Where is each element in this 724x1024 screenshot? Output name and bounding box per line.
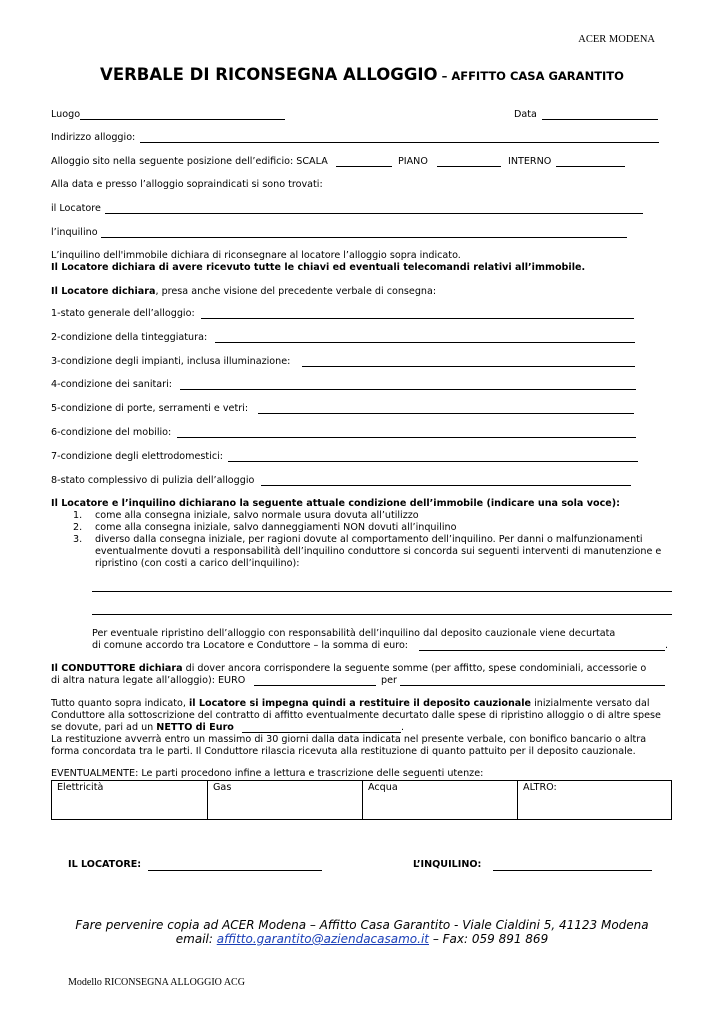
piano-field[interactable]	[437, 166, 501, 167]
inquilino-signature-field[interactable]	[493, 870, 652, 871]
condition-field-8[interactable]	[261, 485, 631, 486]
inquilino-signature-label: L’INQUILINO:	[413, 859, 482, 870]
footer-email-link[interactable]: affitto.garantito@aziendacasamo.it	[216, 932, 429, 946]
inquilino-field[interactable]	[101, 237, 627, 238]
utility-cell-elettricita[interactable]	[52, 781, 208, 820]
intervention-field-1[interactable]	[92, 591, 672, 592]
deposit-line-1: Per eventuale ripristino dell’alloggio con responsabilità dell’inquilino dal deposito cauzionale viene decurtata	[92, 628, 616, 639]
option-3-text-line-1: diverso dalla consegna iniziale, per ragioni dovute al comportamento dell’inquilino. Per danni o malfunzionamenti	[95, 534, 643, 545]
restitution-post: inizialmente versato dal	[531, 698, 650, 709]
locatore-field[interactable]	[105, 213, 643, 214]
condition-label-3: 3-condizione degli impianti, inclusa illuminazione:	[51, 356, 291, 367]
option-3-text-line-2: eventualmente dovuti a responsabilità dell’inquilino conduttore si concorda sui seguenti interventi di manutenzione e	[95, 546, 662, 557]
restitution-pre: Tutto quanto sopra indicato,	[51, 698, 189, 709]
data-field[interactable]	[542, 119, 658, 120]
restitution-line-2: Conduttore alla sottoscrizione del contratto di affitto eventualmente decurtato dalle spese di ripristino alloggio o di altre spese	[51, 710, 661, 721]
declaration-line-2: Il Locatore dichiara di avere ricevuto tutte le chiavi ed eventuali telecomandi relativi all’immobile.	[51, 262, 586, 273]
condition-field-6[interactable]	[177, 437, 636, 438]
indirizzo-field[interactable]	[140, 142, 659, 143]
utility-label-elettricita: Elettricità	[57, 782, 104, 793]
option-1-number: 1.	[73, 510, 83, 521]
condition-field-1[interactable]	[201, 318, 634, 319]
indirizzo-label: Indirizzo alloggio:	[51, 132, 136, 143]
option-1-text: come alla consegna iniziale, salvo normale usura dovuta all’utilizzo	[95, 510, 419, 521]
restitution-line-5: forma concordata tra le parti. Il Conduttore rilascia ricevuta alla restituzione di quanto pattuito per il deposito cauzionale.	[51, 746, 636, 757]
condition-field-5[interactable]	[258, 413, 634, 414]
condition-field-2[interactable]	[215, 342, 635, 343]
restitution-line-3	[51, 722, 234, 734]
condition-label-8: 8-stato complessivo di pulizia dell’alloggio	[51, 475, 255, 486]
intervention-field-2[interactable]	[92, 614, 672, 615]
restitution-line-3-end: .	[401, 722, 405, 733]
deposit-line-2: di comune accordo tra Locatore e Conduttore – la somma di euro:	[92, 640, 409, 651]
conduttore-rest: di dover ancora corrispondere la seguente somme (per affitto, spese condominiali, accessorie o	[182, 663, 647, 674]
footer-email-line	[0, 932, 724, 946]
footer-fax: – Fax: 059 891 869	[432, 932, 549, 946]
locatore-dichiara-bold: Il Locatore dichiara	[51, 286, 156, 297]
condition-field-4[interactable]	[180, 389, 636, 390]
option-2-number: 2.	[73, 522, 83, 533]
footer-email-label: email:	[175, 932, 213, 946]
condition-label-7: 7-condizione degli elettrodomestici:	[51, 451, 224, 462]
condition-label-5: 5-condizione di porte, serramenti e vetri:	[51, 403, 249, 414]
locatore-dichiara-rest: , presa anche visione del precedente verbale di consegna:	[155, 286, 437, 297]
interno-field[interactable]	[556, 166, 625, 167]
condition-label-4: 4-condizione dei sanitari:	[51, 379, 172, 390]
netto-euro-field[interactable]	[242, 732, 401, 733]
conduttore-line-2: di altra natura legate all’alloggio): EURO	[51, 675, 246, 686]
condition-label-1: 1-stato generale dell’alloggio:	[51, 308, 195, 319]
conduttore-line-1	[51, 663, 646, 675]
data-label: Data	[514, 109, 537, 120]
condition-field-3[interactable]	[302, 366, 635, 367]
luogo-label: Luogo	[51, 109, 81, 120]
conduttore-euro-field[interactable]	[254, 685, 376, 686]
locatore-signature-label: IL LOCATORE:	[68, 859, 142, 870]
document-title	[0, 65, 724, 84]
option-3-number: 3.	[73, 534, 83, 545]
utility-label-gas: Gas	[213, 782, 232, 793]
option-3[interactable]	[73, 534, 643, 546]
utility-label-acqua: Acqua	[368, 782, 398, 793]
luogo-field[interactable]	[80, 119, 285, 120]
locatore-label: il Locatore	[51, 203, 101, 214]
piano-label: PIANO	[398, 156, 428, 167]
footer-contact	[0, 918, 724, 946]
option-2-text: come alla consegna iniziale, salvo danneggiamenti NON dovuti all’inquilino	[95, 522, 457, 533]
utility-cell-altro[interactable]	[518, 781, 672, 820]
inquilino-label: l’inquilino	[51, 227, 98, 238]
condition-label-2: 2-condizione della tinteggiatura:	[51, 332, 208, 343]
scala-field[interactable]	[336, 166, 392, 167]
deposit-amount-field[interactable]	[419, 650, 665, 651]
utility-cell-acqua[interactable]	[363, 781, 518, 820]
conduttore-bold: Il CONDUTTORE dichiara	[51, 663, 183, 674]
utility-cell-gas[interactable]	[208, 781, 363, 820]
model-name: Modello RICONSEGNA ALLOGGIO ACG	[68, 977, 245, 988]
restitution-bold: il Locatore si impegna quindi a restituire il deposito cauzionale	[188, 698, 532, 709]
title-main: VERBALE DI RICONSEGNA ALLOGGIO	[100, 65, 438, 84]
option-2[interactable]	[73, 522, 456, 534]
condition-label-6: 6-condizione del mobilio:	[51, 427, 172, 438]
options-heading: Il Locatore e l’inquilino dichiarano la seguente attuale condizione dell’immobile (indicare una sola voce):	[51, 498, 621, 509]
condition-field-7[interactable]	[228, 461, 638, 462]
utilities-table	[51, 780, 672, 820]
interno-label: INTERNO	[508, 156, 552, 167]
declaration-line-1: L’inquilino dell'immobile dichiara di riconsegnare al locatore l’alloggio sopra indicato.	[51, 250, 461, 261]
restitution-line-4: La restituzione avverrà entro un massimo di 30 giorni dalla data indicata nel presente verbale, con bonifico bancario o altra	[51, 734, 647, 745]
restitution-netto-pre: se dovute, pari ad un	[51, 722, 157, 733]
utilities-label: EVENTUALMENTE: Le parti procedono infine a lettura e trascrizione delle seguenti utenze:	[51, 768, 484, 779]
conduttore-per-field[interactable]	[400, 685, 665, 686]
presenti-text: Alla data e presso l’alloggio sopraindicati si sono trovati:	[51, 179, 323, 190]
option-1[interactable]	[73, 510, 419, 522]
restitution-line-1	[51, 698, 650, 710]
posizione-scala-label: Alloggio sito nella seguente posizione dell’edificio: SCALA	[51, 156, 328, 167]
locatore-dichiara-text	[51, 286, 436, 298]
utility-label-altro: ALTRO:	[523, 782, 557, 793]
organization-name: ACER MODENA	[578, 34, 655, 45]
deposit-line-2-end: .	[665, 640, 669, 651]
footer-address: Fare pervenire copia ad ACER Modena – Affitto Casa Garantito - Viale Cialdini 5, 41123 Modena	[75, 918, 649, 932]
restitution-netto-bold: NETTO di Euro	[156, 722, 234, 733]
locatore-signature-field[interactable]	[148, 870, 322, 871]
title-subtitle: – AFFITTO CASA GARANTITO	[437, 69, 624, 83]
option-3-text-line-3: ripristino (con costi a carico dell’inquilino):	[95, 558, 300, 569]
conduttore-per-label: per	[381, 675, 397, 686]
